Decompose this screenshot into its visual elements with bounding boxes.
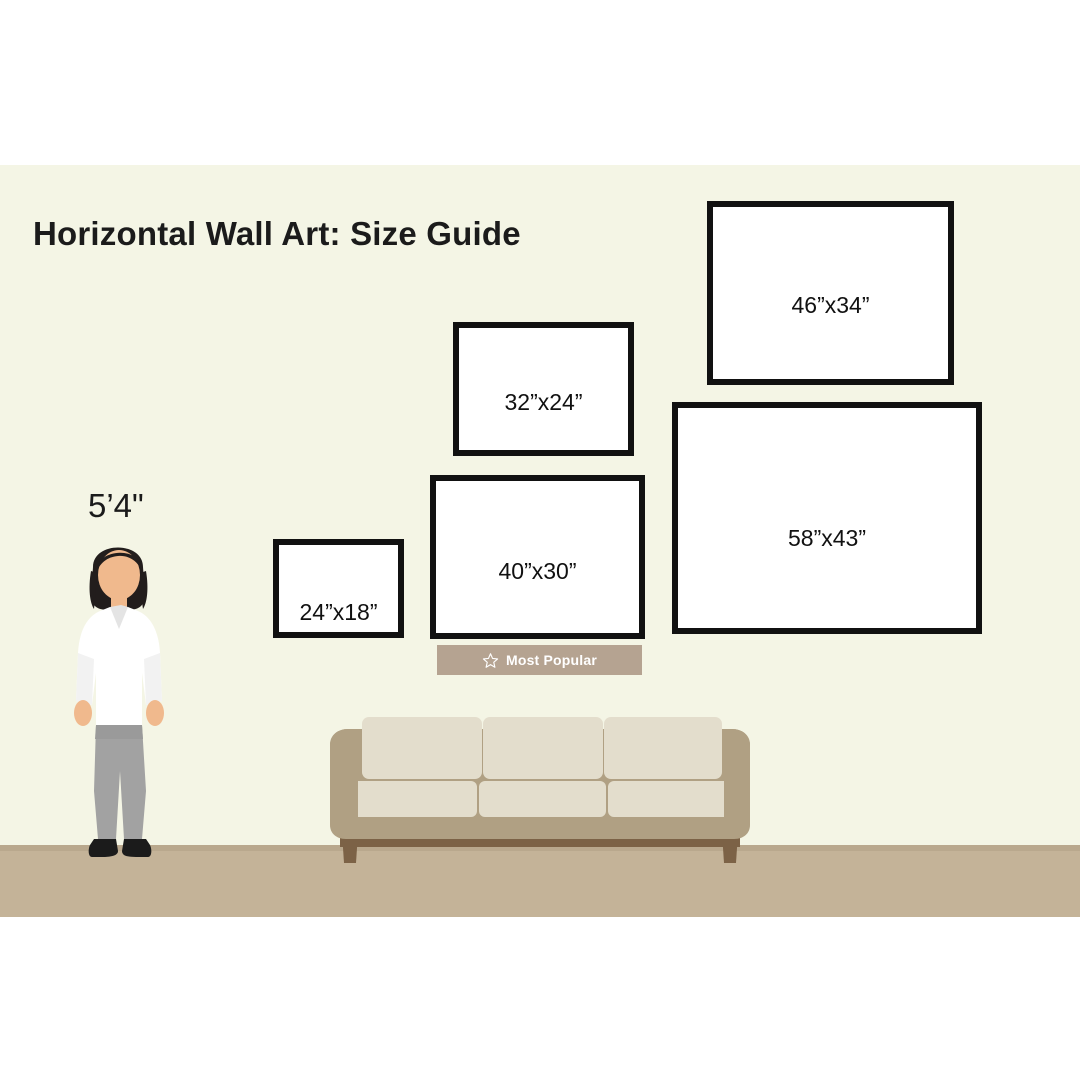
frame-label: 58”x43” [788,524,866,551]
person-figure [66,533,176,863]
frame-58x43[interactable] [672,402,982,634]
height-reference-label: 5’4" [88,487,144,524]
frame-32x24[interactable] [453,322,634,456]
most-popular-label: Most Popular [505,652,598,668]
star-icon [482,652,499,669]
frame-label: 46”x34” [791,291,870,318]
frame-label: 40”x30” [498,557,577,584]
frame-46x34[interactable] [707,201,954,385]
most-popular-badge [437,645,642,675]
page-title: Horizontal Wall Art: Size Guide [33,215,521,252]
frame-label: 24”x18” [299,599,378,625]
frame-40x30[interactable] [430,475,645,639]
frame-label: 32”x24” [504,388,583,415]
frame-24x18[interactable] [273,539,404,638]
sofa-figure [320,705,760,870]
